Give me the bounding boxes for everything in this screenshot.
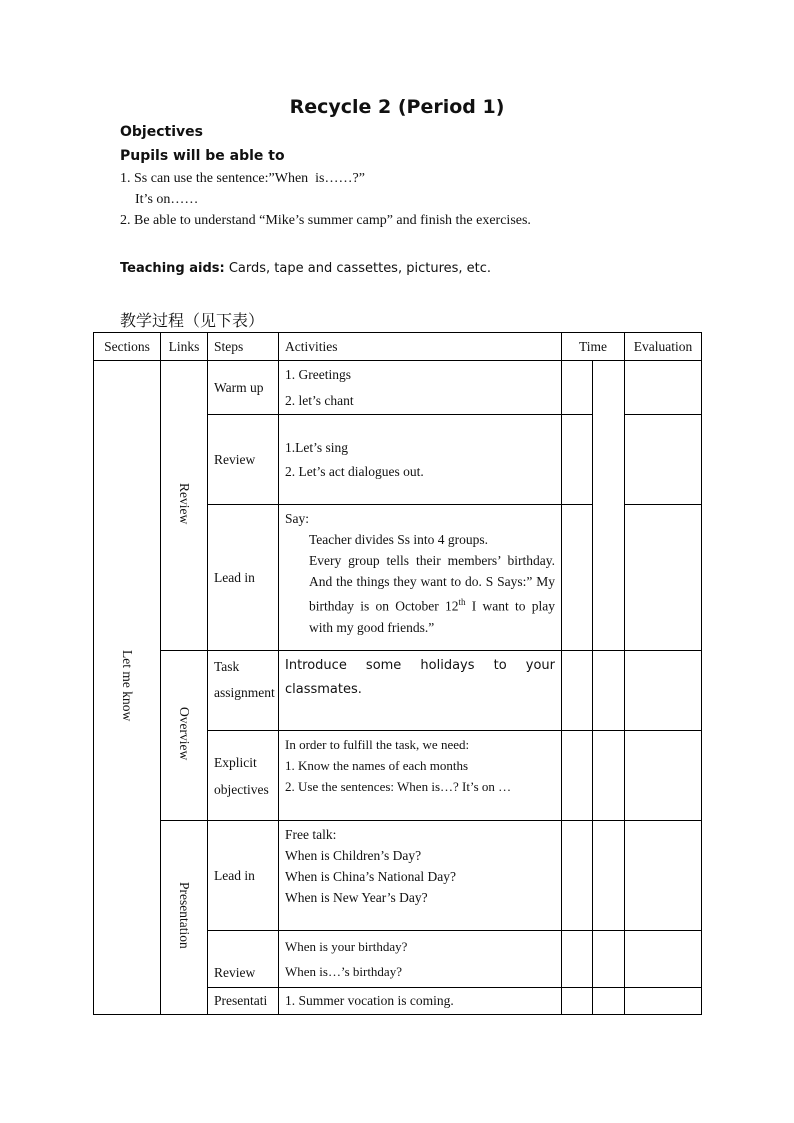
time-cell-b: [593, 988, 625, 1015]
step-explicit: Explicit objectives: [208, 731, 279, 821]
time-cell-b: [593, 821, 625, 931]
evaluation-cell: [625, 651, 702, 731]
link-cell-presentation: [161, 821, 208, 1015]
objective-1: 1. Ss can use the sentence:”When is……?”: [120, 171, 365, 186]
step-review: Review: [208, 415, 279, 505]
activity-warmup: [279, 361, 562, 415]
table-header-row: [94, 333, 702, 361]
activity-review-2: [279, 931, 562, 988]
ordinal-suffix: th: [458, 597, 466, 607]
activity-text: Every group tells their members’ birthday. And the things they want to do. S Says:” My birthday is on October 12: [309, 553, 555, 614]
pupils-heading: Pupils will be able to: [120, 148, 285, 164]
activity-line: Say:: [285, 511, 310, 526]
activity-review: [279, 415, 562, 505]
table-row: [94, 651, 702, 731]
time-cell: [562, 361, 593, 415]
step-presentation: Presentati: [208, 988, 279, 1015]
time-cell: [562, 731, 593, 821]
activity-line: 1.Let’s sing: [285, 440, 348, 455]
link-review: Review: [177, 482, 192, 525]
header-evaluation: Evaluation: [625, 333, 702, 361]
step-review-2: Review: [208, 931, 279, 988]
section-label: Let me know: [120, 649, 135, 722]
time-cell: [562, 505, 593, 651]
activity-line: Free talk:: [285, 827, 337, 842]
link-presentation: Presentation: [177, 882, 192, 949]
activity-presentation: 1. Summer vocation is coming.: [279, 988, 562, 1015]
header-time: Time: [562, 333, 625, 361]
table-row: [94, 361, 702, 415]
objective-2: 2. Be able to understand “Mike’s summer camp” and finish the exercises.: [120, 213, 531, 228]
activity-line: 1. Greetings: [285, 367, 351, 382]
evaluation-cell: [625, 361, 702, 415]
activity-explicit: [279, 731, 562, 821]
time-cell-b: [593, 731, 625, 821]
process-heading: 教学过程（见下表）: [120, 311, 265, 330]
evaluation-cell: [625, 821, 702, 931]
section-cell: [94, 361, 161, 1015]
activity-line: When is China’s National Day?: [285, 869, 456, 884]
activity-line: 1. Know the names of each months: [285, 758, 469, 773]
header-activities: Activities: [279, 333, 562, 361]
step-leadin-2: Lead in: [208, 821, 279, 931]
teaching-aids-label: Teaching aids:: [120, 261, 225, 276]
header-sections: Sections: [94, 333, 161, 361]
link-cell-overview: [161, 651, 208, 821]
time-cell-b: [593, 361, 625, 651]
activity-leadin: [279, 505, 562, 651]
time-cell: [562, 415, 593, 505]
link-overview: Overview: [177, 706, 192, 761]
teaching-aids-value: Cards, tape and cassettes, pictures, etc.: [224, 261, 492, 276]
activity-line: Teacher divides Ss into 4 groups.: [309, 532, 489, 547]
evaluation-cell: [625, 505, 702, 651]
step-warmup: Warm up: [208, 361, 279, 415]
activity-line: 2. let’s chant: [285, 393, 354, 408]
evaluation-cell: [625, 931, 702, 988]
objective-1-answer: It’s on……: [135, 192, 199, 207]
activity-leadin-2: [279, 821, 562, 931]
activity-text: I want to play with my good friends.”: [309, 598, 555, 635]
header-links: Links: [161, 333, 208, 361]
objectives-heading: Objectives: [120, 124, 203, 140]
header-steps: Steps: [208, 333, 279, 361]
evaluation-cell: [625, 988, 702, 1015]
activity-line: When is New Year’s Day?: [285, 890, 428, 905]
activity-line: When is Children’s Day?: [285, 848, 422, 863]
activity-line: In order to fulfill the task, we need:: [285, 737, 470, 752]
link-cell-review: [161, 361, 208, 651]
evaluation-cell: [625, 415, 702, 505]
activity-line: When is your birthday?: [285, 939, 408, 954]
teaching-aids: [120, 261, 491, 276]
time-cell: [562, 988, 593, 1015]
activity-paragraph: [285, 550, 555, 638]
activity-line: 2. Let’s act dialogues out.: [285, 464, 424, 479]
document-title: Recycle 2 (Period 1): [289, 96, 505, 118]
table-row: [94, 821, 702, 931]
time-cell: [562, 931, 593, 988]
evaluation-cell: [625, 731, 702, 821]
activity-line: 2. Use the sentences: When is…? It’s on …: [285, 779, 512, 794]
lesson-table: [93, 332, 702, 1015]
time-cell-b: [593, 651, 625, 731]
activity-line: When is…’s birthday?: [285, 964, 402, 979]
time-cell: [562, 651, 593, 731]
time-cell-b: [593, 931, 625, 988]
step-leadin: Lead in: [208, 505, 279, 651]
step-task: Task assignment: [208, 651, 279, 731]
time-cell: [562, 821, 593, 931]
activity-task: Introduce some holidays to your classmates.: [279, 651, 562, 731]
